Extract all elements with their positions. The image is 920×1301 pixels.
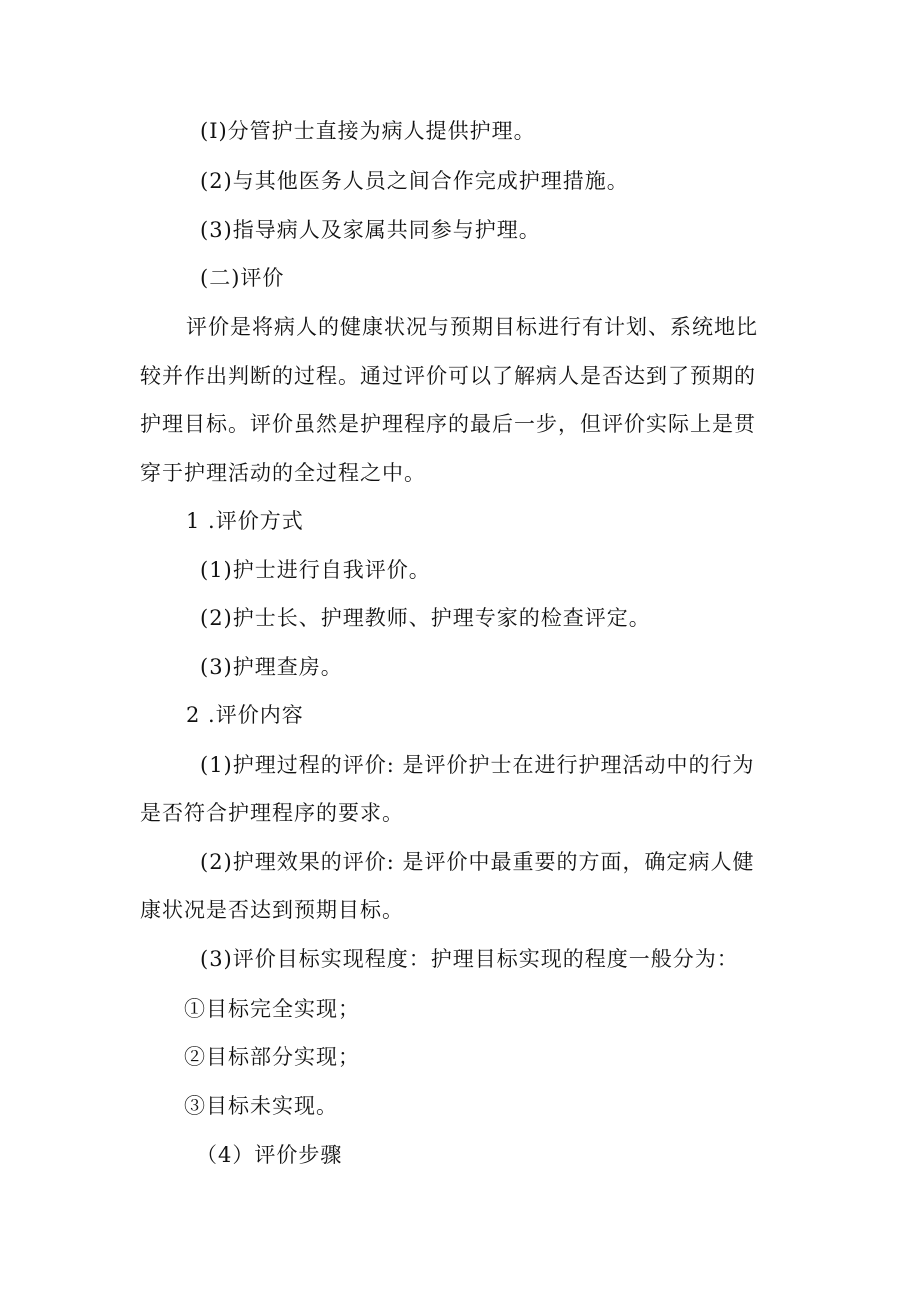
list-item-implementation-3: (3)指导病人及家属共同参与护理。	[200, 218, 541, 242]
list-item-content-2-cont: 康状况是否达到预期目标。	[140, 898, 404, 922]
list-item-content-2: (2)护理效果的评价: 是评价中最重要的方面，确定病人健	[200, 850, 755, 874]
list-item-method-1: (1)护士进行自我评价。	[200, 558, 431, 582]
list-item-implementation-1: (I)分管护士直接为病人提供护理。	[200, 119, 536, 143]
list-item-content-1-cont: 是否符合护理程序的要求。	[140, 801, 404, 825]
list-item-content-4: （4）评价步骤	[196, 1143, 343, 1167]
list-item-content-3: (3)评价目标实现程度：护理目标实现的程度一般分为：	[200, 947, 739, 971]
subheading-evaluation-methods: 1 .评价方式	[186, 509, 304, 533]
list-item-implementation-2: (2)与其他医务人员之间合作完成护理措施。	[200, 169, 629, 193]
list-item-degree-3: ③目标未实现。	[184, 1094, 338, 1118]
paragraph-line: 较并作出判断的过程。通过评价可以了解病人是否达到了预期的	[140, 364, 756, 388]
subheading-evaluation-content: 2 .评价内容	[186, 703, 304, 727]
paragraph-line: 评价是将病人的健康状况与预期目标进行有计划、系统地比	[186, 315, 758, 339]
list-item-method-2: (2)护士长、护理教师、护理专家的检查评定。	[200, 606, 651, 630]
list-item-degree-1: ①目标完全实现；	[184, 997, 360, 1021]
list-item-method-3: (3)护理查房。	[200, 655, 343, 679]
section-heading-evaluation: (二)评价	[200, 266, 285, 290]
paragraph-line: 护理目标。评价虽然是护理程序的最后一步，但评价实际上是贯	[140, 412, 756, 436]
list-item-content-1: (1)护理过程的评价: 是评价护士在进行护理活动中的行为	[200, 753, 755, 777]
paragraph-line: 穿于护理活动的全过程之中。	[140, 461, 426, 485]
list-item-degree-2: ②目标部分实现；	[184, 1045, 360, 1069]
